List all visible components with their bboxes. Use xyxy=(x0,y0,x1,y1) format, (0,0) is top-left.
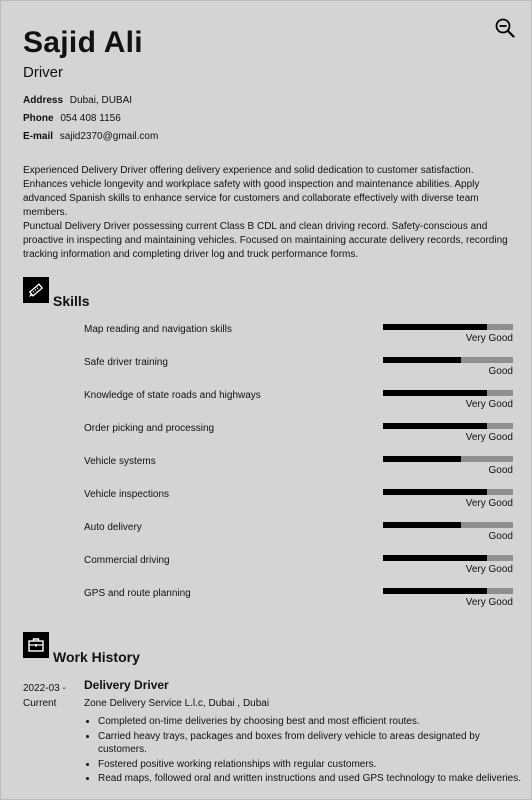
skill-row xyxy=(1,390,532,423)
job-duties-list xyxy=(84,715,523,787)
job-duty-item: • Read maps, followed oral and written instructions and used GPS technology to make deliveries. xyxy=(98,772,523,786)
skill-level-bar xyxy=(383,390,513,396)
candidate-role: Driver xyxy=(23,64,63,81)
skill-row xyxy=(1,489,532,522)
job-duty-item: • Fostered positive working relationships with regular customers. xyxy=(98,758,523,772)
contact-label: Address xyxy=(23,95,64,106)
skill-rating: Very Good xyxy=(465,333,513,344)
pencil-ruler-icon xyxy=(23,277,49,303)
skill-level-bar xyxy=(383,456,513,462)
skill-name: Vehicle inspections xyxy=(84,489,170,500)
summary-paragraph: Experienced Delivery Driver offering delivery experience and solid dedication to customer satisfaction. Enhances vehicle longevity and workplace safety with good inspection and maintenance abilities. Apply advanced Spanish skills to enhance service for customers and collaborate effectively with diverse team members. xyxy=(23,165,480,218)
skill-row xyxy=(1,456,532,489)
professional-summary xyxy=(23,164,513,262)
zoom-out-icon[interactable] xyxy=(494,17,516,39)
skill-name: Commercial driving xyxy=(84,555,170,566)
skill-row xyxy=(1,324,532,357)
candidate-name: Sajid Ali xyxy=(23,26,143,59)
skill-level-bar xyxy=(383,555,513,561)
skill-row xyxy=(1,555,532,588)
skill-level-bar xyxy=(383,489,513,495)
skill-rating: Good xyxy=(488,465,513,476)
skill-row xyxy=(1,423,532,456)
contact-address xyxy=(23,94,132,107)
skill-name: Safe driver training xyxy=(84,357,168,368)
job-date-end: Current xyxy=(23,698,57,709)
skill-rating: Very Good xyxy=(465,597,513,608)
skill-row xyxy=(1,588,532,621)
job-date-start: 2022-03 - xyxy=(23,683,66,694)
skill-rating: Very Good xyxy=(465,564,513,575)
skill-name: Vehicle systems xyxy=(84,456,156,467)
job-duty-item: • Carried heavy trays, packages and boxes from delivery vehicle to areas designated by customers. xyxy=(98,730,523,757)
skill-name: GPS and route planning xyxy=(84,588,191,599)
briefcase-icon xyxy=(23,632,49,658)
skill-level-fill xyxy=(383,555,487,561)
skill-level-bar xyxy=(383,522,513,528)
contact-value: 054 408 1156 xyxy=(60,113,121,124)
skill-rating: Good xyxy=(488,366,513,377)
skills-heading: Skills xyxy=(53,293,90,309)
job-company: Zone Delivery Service L.l.c, Dubai , Dubai xyxy=(84,698,270,709)
skill-name: Map reading and navigation skills xyxy=(84,324,232,335)
contact-email xyxy=(23,130,158,143)
skill-level-fill xyxy=(383,357,461,363)
contact-label: Phone xyxy=(23,113,54,124)
work-history-heading: Work History xyxy=(53,649,140,665)
skill-level-fill xyxy=(383,456,461,462)
skill-name: Auto delivery xyxy=(84,522,142,533)
skill-row xyxy=(1,522,532,555)
skill-rating: Very Good xyxy=(465,399,513,410)
contact-value[interactable]: sajid2370@gmail.com xyxy=(59,131,159,142)
contact-value: Dubai, DUBAI xyxy=(69,95,133,106)
skill-level-bar xyxy=(383,423,513,429)
skill-row xyxy=(1,357,532,390)
skill-level-fill xyxy=(383,588,487,594)
skill-name: Knowledge of state roads and highways xyxy=(84,390,261,401)
skill-level-fill xyxy=(383,522,461,528)
job-duty-item: • Completed on-time deliveries by choosing best and most efficient routes. xyxy=(98,715,523,729)
summary-paragraph: Punctual Delivery Driver possessing current Class B CDL and clean driving record. Safety-conscious and proactive in inspecting and maintaining vehicles. Focused on maintaining accurate delivery records, recording tracking information and completing driver log and truck performance forms. xyxy=(23,221,508,260)
job-dates xyxy=(23,681,73,711)
skill-level-bar xyxy=(383,588,513,594)
skill-rating: Good xyxy=(488,531,513,542)
skill-level-fill xyxy=(383,390,487,396)
skill-rating: Very Good xyxy=(465,432,513,443)
contact-phone xyxy=(23,112,121,125)
skill-level-fill xyxy=(383,423,487,429)
skill-rating: Very Good xyxy=(465,498,513,509)
job-title: Delivery Driver xyxy=(84,678,169,692)
skill-level-fill xyxy=(383,324,487,330)
skill-level-bar xyxy=(383,357,513,363)
skill-level-fill xyxy=(383,489,487,495)
skill-level-bar xyxy=(383,324,513,330)
skill-name: Order picking and processing xyxy=(84,423,215,434)
contact-label: E-mail xyxy=(23,131,54,142)
